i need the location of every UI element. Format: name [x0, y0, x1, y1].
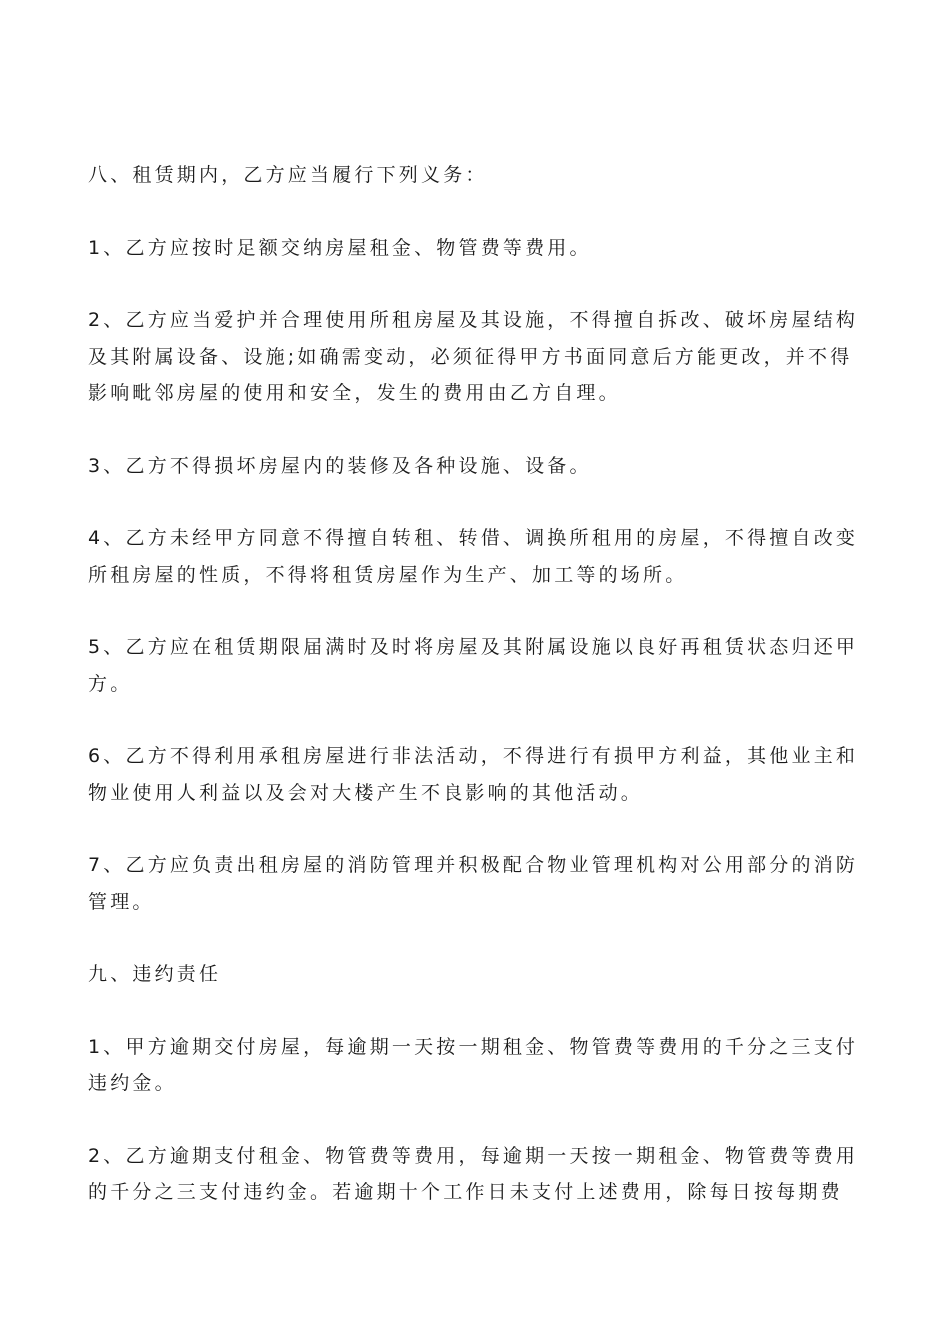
section-9-item-2: 2、乙方逾期支付租金、物管费等费用，每逾期一天按一期租金、物管费等费用 的千分之三支付违约金。若逾期十个工作日未支付上述费用，除每日按每期费: [88, 1144, 859, 1203]
section-8-item-4: 4、乙方未经甲方同意不得擅自转租、转借、调换所租用的房屋，不得擅自改变 所租房屋的性质，不得将租赁房屋作为生产、加工等的场所。: [88, 527, 859, 586]
section-8-item-1: 1、乙方应按时足额交纳房屋租金、物管费等费用。: [88, 236, 592, 259]
section-8-item-7: 7、乙方应负责出租房屋的消防管理并积极配合物业管理机构对公用部分的消防 管理。: [88, 854, 859, 913]
document-page: [88, 157, 862, 1247]
section-8-item-6: 6、乙方不得利用承租房屋进行非法活动，不得进行有损甲方利益，其他业主和 物业使用人利益以及会对大楼产生不良影响的其他活动。: [88, 745, 859, 804]
section-8-item-3: 3、乙方不得损坏房屋内的装修及各种设施、设备。: [88, 454, 592, 477]
section-9-heading: 九、违约责任: [88, 963, 222, 985]
section-8-heading: 八、租赁期内，乙方应当履行下列义务：: [88, 164, 488, 186]
section-8-item-2: 2、乙方应当爱护并合理使用所租房屋及其设施，不得擅自拆改、破坏房屋结构 及其附属设备、设施;如确需变动，必须征得甲方书面同意后方能更改，并不得 影响毗邻房屋的使用和安全，发生的费用由乙方自理。: [88, 309, 859, 404]
section-9-item-1: 1、甲方逾期交付房屋，每逾期一天按一期租金、物管费等费用的千分之三支付 违约金。: [88, 1035, 859, 1094]
section-8-item-5: 5、乙方应在租赁期限届满时及时将房屋及其附属设施以良好再租赁状态归还甲 方。: [88, 636, 859, 695]
